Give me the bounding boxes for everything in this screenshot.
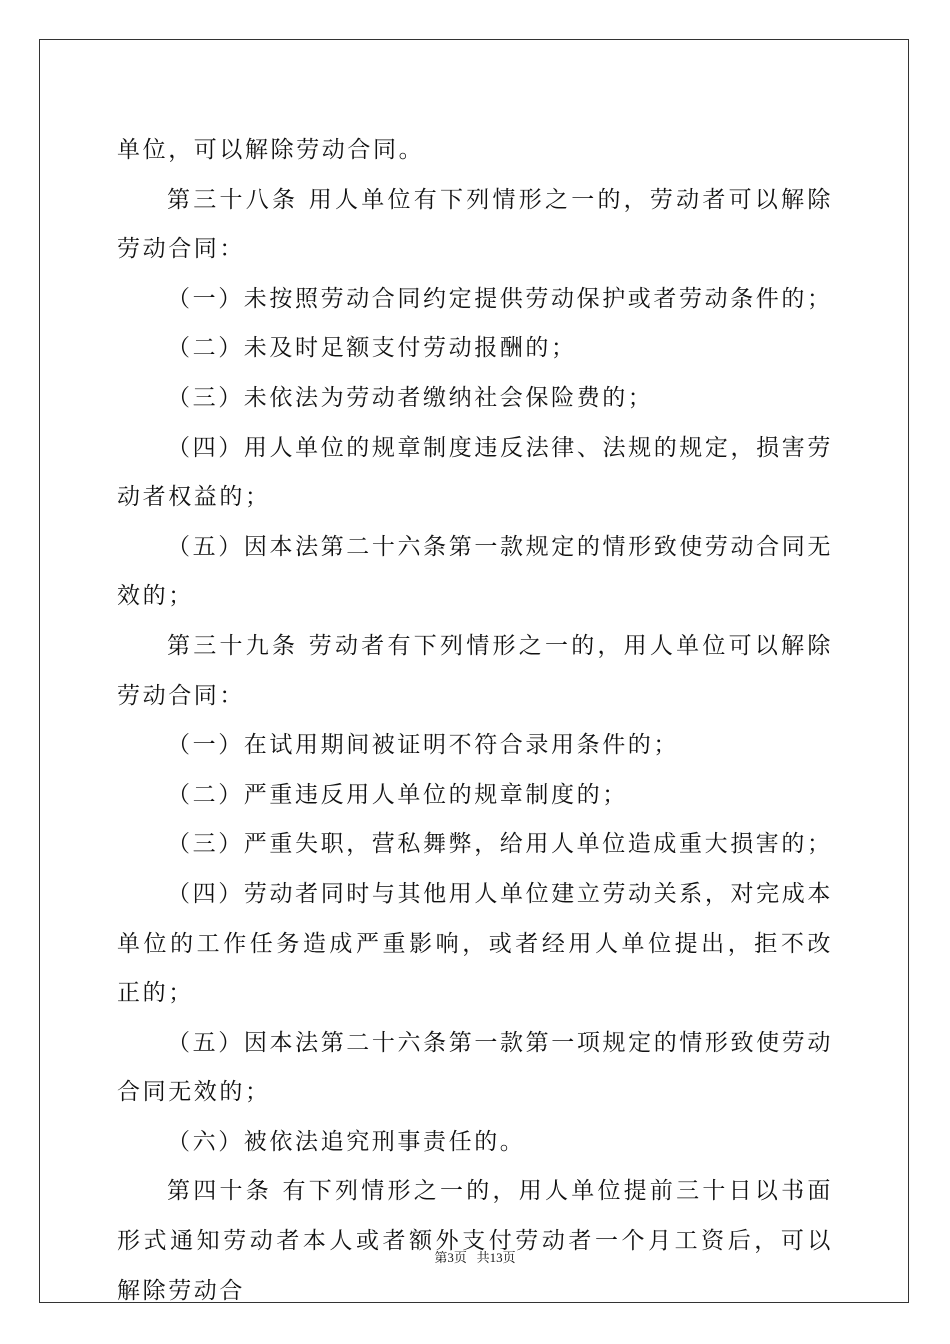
paragraph: 单位，可以解除劳动合同。 (117, 137, 425, 163)
paragraph: （四）用人单位的规章制度违反法律、法规的规定，损害劳动者权益的； (117, 434, 833, 511)
paragraph: （一）未按照劳动合同约定提供劳动保护或者劳动条件的； (167, 285, 833, 312)
paragraph: （五）因本法第二十六条第一款规定的情形致使劳动合同无效的； (117, 533, 833, 610)
paragraph: （三）未依法为劳动者缴纳社会保险费的； (167, 384, 654, 411)
paragraph: 第四十条 有下列情形之一的，用人单位提前三十日以书面形式通知劳动者本人或者额外支付劳动者一个月工资后，可以解除劳动合 (117, 1178, 833, 1304)
page-total: 共13页 (476, 1250, 516, 1265)
paragraph: 第三十九条 劳动者有下列情形之一的，用人单位可以解除劳动合同： (117, 632, 833, 709)
paragraph: （二）严重违反用人单位的规章制度的； (167, 781, 628, 808)
paragraph: （六）被依法追究刑事责任的。 (167, 1128, 526, 1155)
paragraph: （四）劳动者同时与其他用人单位建立劳动关系，对完成本单位的工作任务造成严重影响，或者经用人单位提出，拒不改正的； (117, 880, 833, 1007)
paragraph: （二）未及时足额支付劳动报酬的； (167, 335, 577, 362)
paragraph: （三）严重失职，营私舞弊，给用人单位造成重大损害的； (167, 831, 833, 858)
page-number: 第3页 (434, 1250, 467, 1265)
page-footer (0, 1247, 950, 1266)
paragraph: （五）因本法第二十六条第一款第一项规定的情形致使劳动合同无效的； (117, 1029, 833, 1106)
paragraph: 第三十八条 用人单位有下列情形之一的，劳动者可以解除劳动合同： (117, 186, 833, 263)
paragraph: （一）在试用期间被证明不符合录用条件的； (167, 732, 679, 759)
document-body (117, 126, 833, 1316)
